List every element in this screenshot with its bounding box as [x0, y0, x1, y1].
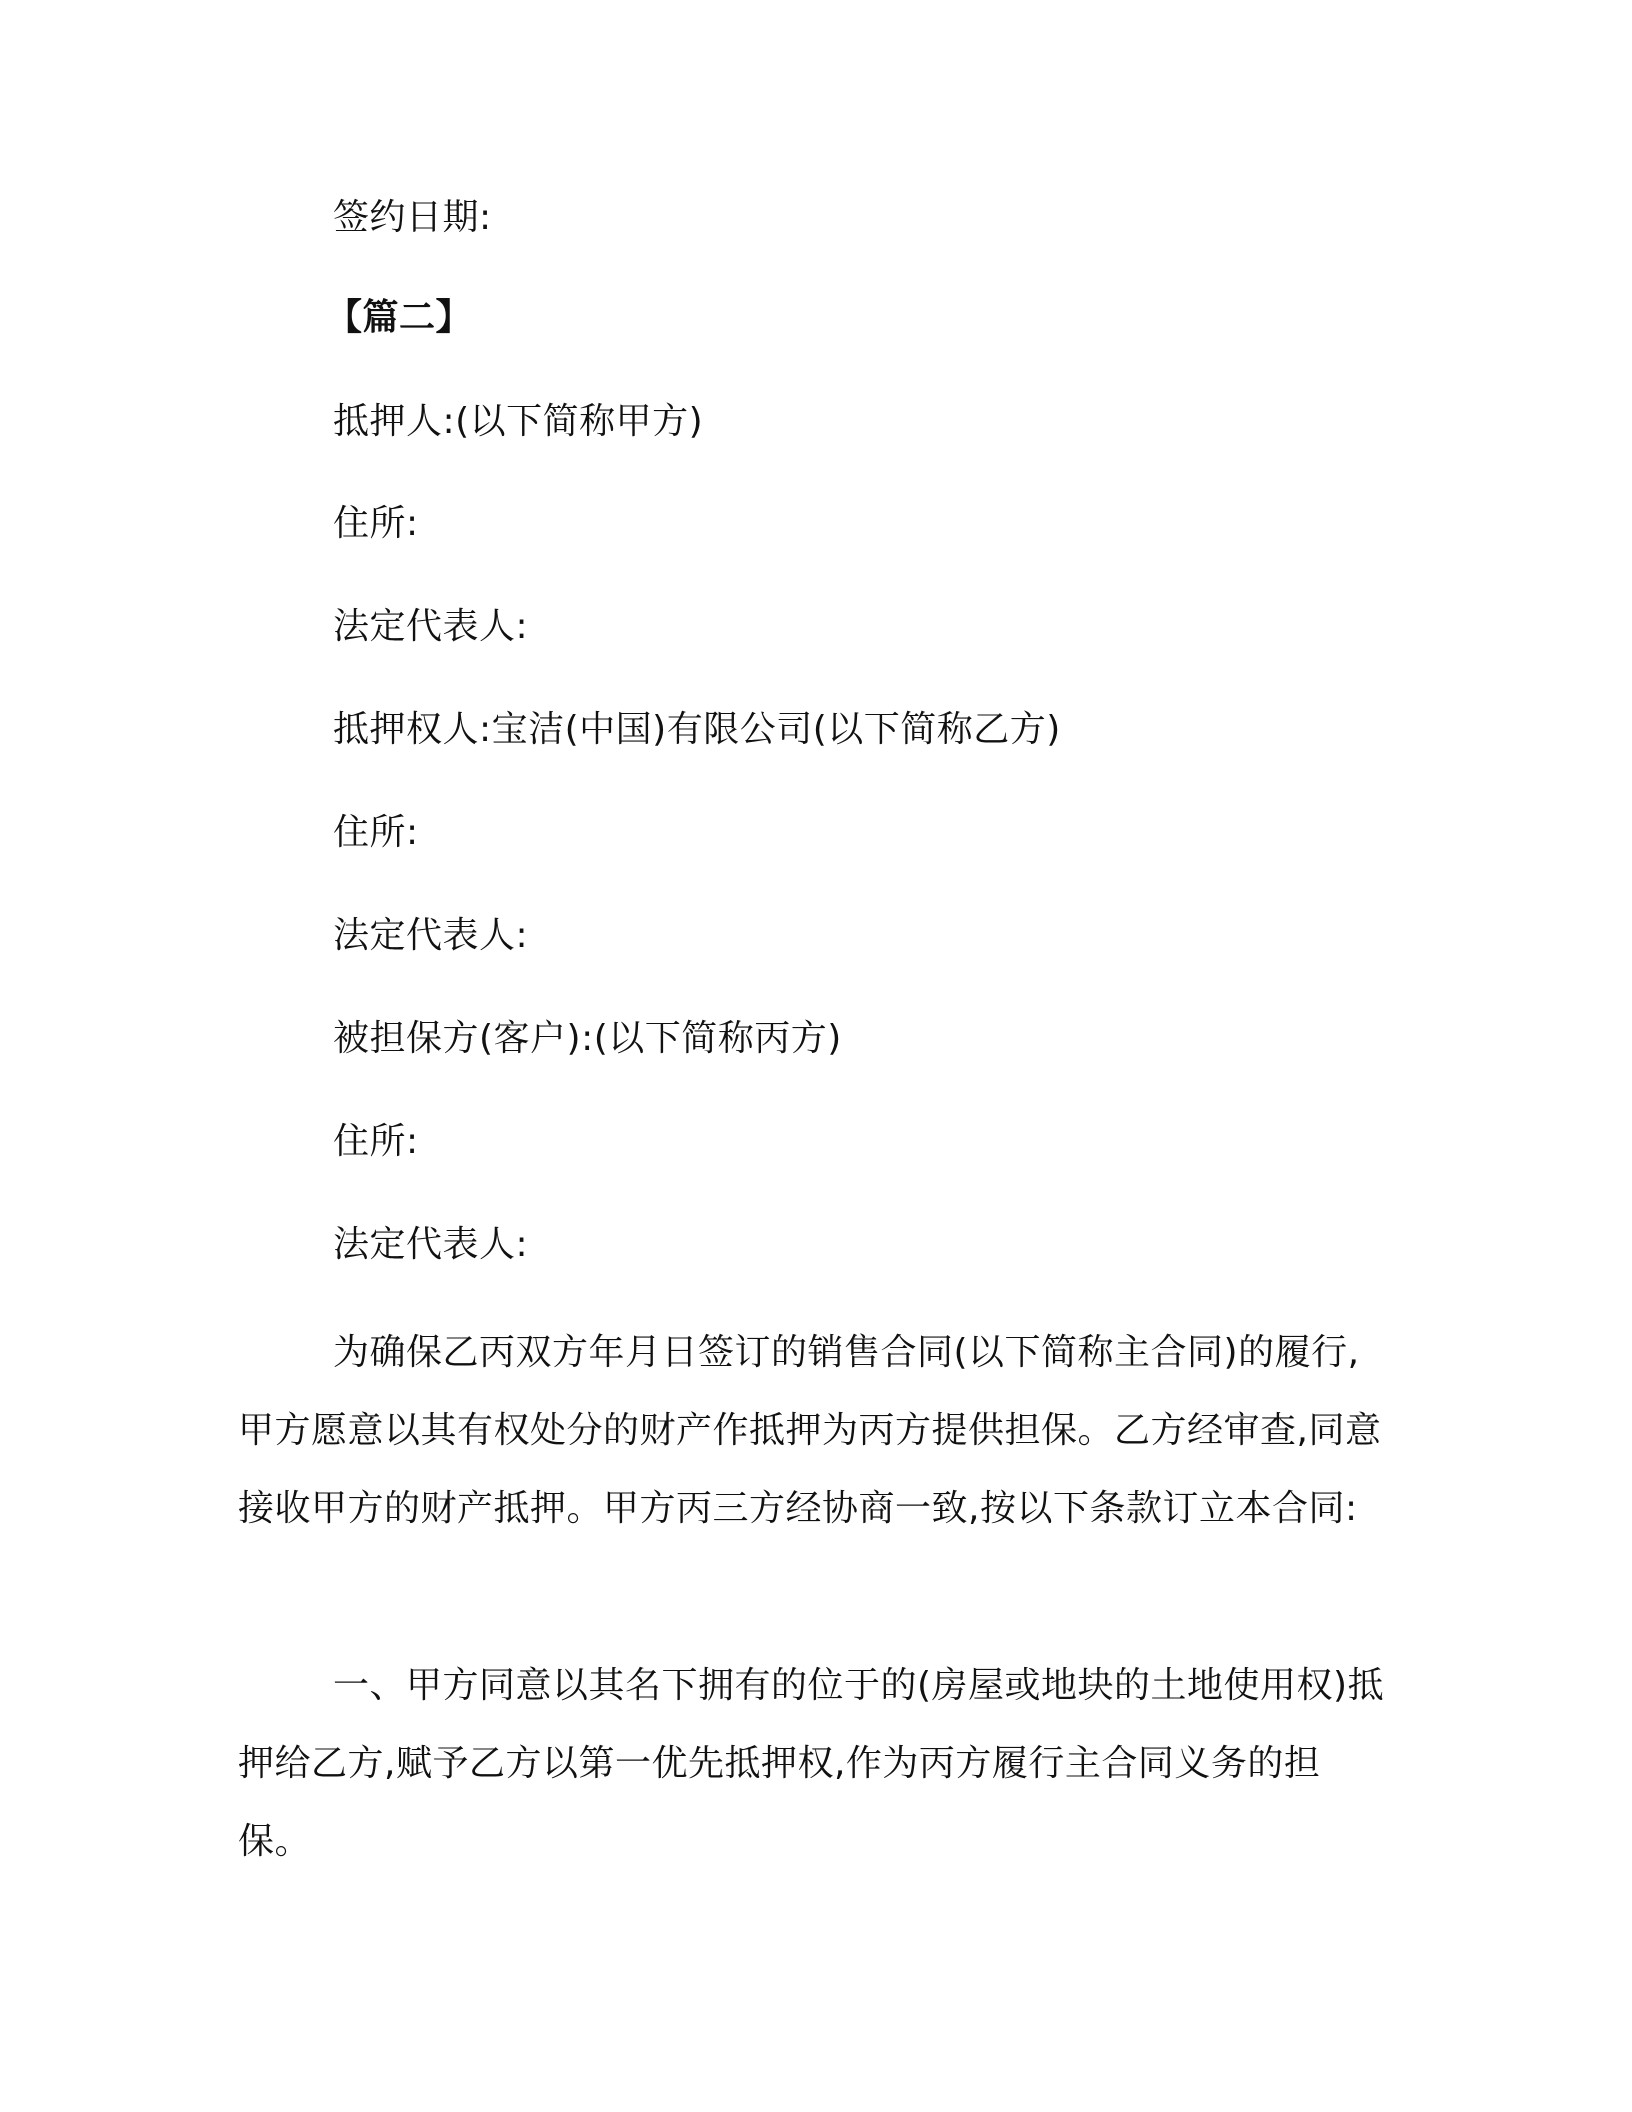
section-heading: 【篇二】: [326, 297, 473, 338]
preamble-text: 为确保乙丙双方年月日签订的销售合同(以下简称主合同)的履行,甲方愿意以其有权处分的财产作抵押为丙方提供担保。乙方经审查,同意接收甲方的财产抵押。甲方丙三方经协商一致,按以下条款订立本合同:: [238, 1332, 1382, 1529]
clause-1-paragraph: [238, 1647, 1388, 1881]
mortgagor-legal-rep: 法定代表人:: [333, 606, 529, 647]
mortgagee-address: 住所:: [333, 812, 419, 853]
guaranteed-party-address: 住所:: [333, 1121, 419, 1162]
signing-date-label: 签约日期:: [333, 197, 492, 238]
clause-1-text: 一、甲方同意以其名下拥有的位于的(房屋或地块的土地使用权)抵押给乙方,赋予乙方以第一优先抵押权,作为丙方履行主合同义务的担保。: [238, 1665, 1385, 1862]
mortgagee-legal-rep: 法定代表人:: [333, 915, 529, 956]
guaranteed-party-label: 被担保方(客户):(以下简称丙方): [333, 1018, 842, 1059]
guaranteed-party-legal-rep: 法定代表人:: [333, 1224, 529, 1265]
preamble-paragraph: [238, 1314, 1388, 1548]
mortgagor-label: 抵押人:(以下简称甲方): [333, 401, 704, 442]
mortgagee-label: 抵押权人:宝洁(中国)有限公司(以下简称乙方): [333, 709, 1061, 750]
mortgagor-address: 住所:: [333, 503, 419, 544]
